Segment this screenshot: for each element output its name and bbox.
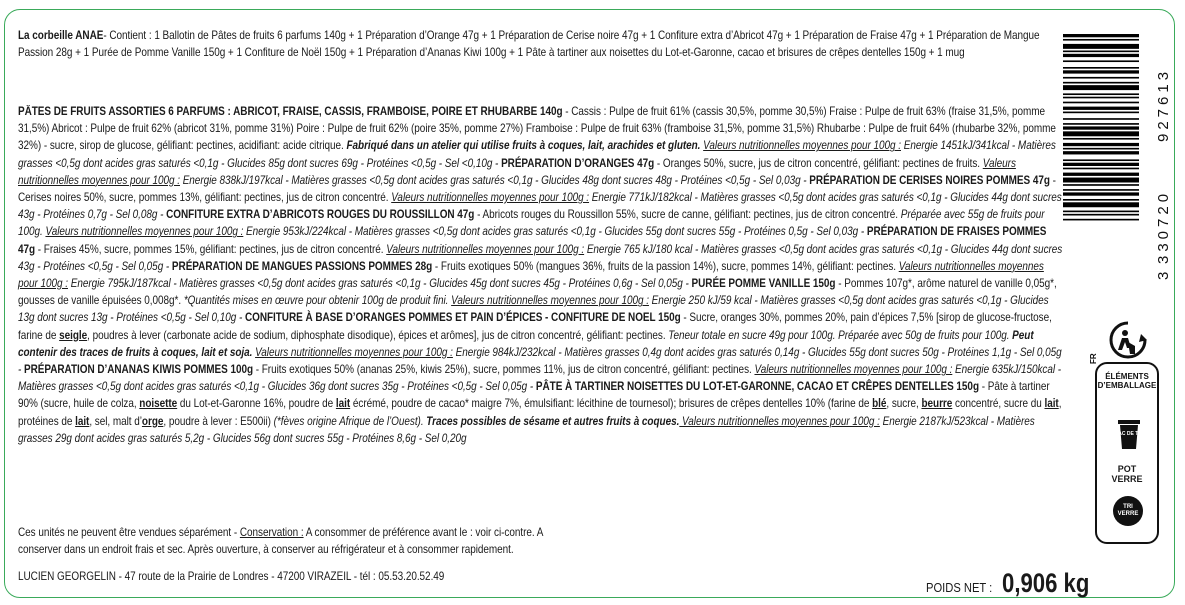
allergen-word: blé	[872, 397, 887, 411]
nutrition-label: Valeurs nutritionnelles moyennes pour 100g :	[386, 242, 585, 256]
nutrition-values: Energie 795kJ/187kcal - Matières grasses <0,5g dont acides gras saturés <0,1g - Glucides 45g dont sucres 45g - Protéines 0,6g - Sel 0,05g -	[67, 277, 692, 291]
nutrition-values: Energie 1451kJ/341kcal - Matières grasses <0,5g dont acides gras saturés <0,1g - Glucides 85g dont sucres 69g - Protéines <0,5g - Sel <0,10g -	[18, 139, 1056, 170]
address-line	[18, 568, 1064, 585]
section-title: PÂTE À TARTINER NOISETTES DU LOT-ET-GARONNE, CACAO ET CRÊPES DENTELLES 150g	[535, 380, 979, 394]
section-text: , poudre à lever : E500ii)	[163, 414, 274, 428]
nutrition-label: Valeurs nutritionnelles moyennes pour 100g :	[703, 139, 901, 153]
section-title: PÂTES DE FRUITS ASSORTIES 6 PARFUMS : ABRICOT, FRAISE, CASSIS, FRAMBOISE, POIRE ET RHUBARBE 140g	[18, 105, 563, 118]
section-text: - Pâte à tartiner 90% (sucre, huile de colza,	[18, 380, 1050, 411]
section-title: PRÉPARATION DE FRAISES POMMES 47g	[18, 225, 1047, 256]
nutrition-values: Energie 765 kJ/180 kcal - Matières grasses <0,5g dont acides gras saturés <0,1g - Glucides 44g dont sucres 43g - Protéines <0,5g - Sel 0,05g -	[18, 242, 1063, 273]
net-weight-label: POIDS NET :	[926, 580, 993, 595]
allergen-note: Peut contenir des traces de fruits à coques, lait et soja.	[18, 328, 1034, 359]
pot-line2: VERRE	[1111, 474, 1143, 484]
origin-note: (*fèves origine Afrique de l’Ouest).	[273, 414, 424, 428]
nutrition-values: Energie 250 kJ/59 kcal - Matières grasses <0,5g dont acides gras saturés <0,1g - Glucides 13g dont sucres 13g - Protéines <0,5g - Sel 0,10g -	[18, 294, 1049, 325]
triman-recycle-icon	[1103, 320, 1153, 360]
section-title: CONFITURE À BASE D’ORANGES POMMES ET PAIN D’ÉPICES - CONFITURE DE NOEL 150g	[244, 311, 681, 325]
section-text: - Cassis : Pulpe de fruit 61% (cassis 30,5%, pomme 30,5%) Fraise : Pulpe de fruit 63% (fraise 31,5%, pomme 31,5%) Abricot : Pulpe de fruit 62% (abricot 31%, pomme 31%) Poire : Pulpe de fruit 62% (poire 35%, pomme 27%) Framboise : Pulpe de fruit 63% (framboise 31,5%, pomme 31,5%) Rhubarbe : Pulpe de fruit 64% (rhubarbe 32%, pomme 32%) - sucre, sirop de glucose, gélifiant: pectines, acidifiant: acide citrique.	[18, 105, 1056, 153]
nutrition-label: Valeurs nutritionnelles moyennes pour 100g :	[255, 345, 453, 359]
allergen-note: Fabriqué dans un atelier qui utilise fruits à coques, lait, arachides et gluten.	[346, 139, 701, 153]
barcode-group2: 927613	[1155, 67, 1172, 142]
contents-paragraph	[18, 27, 1064, 61]
contents-list: - Contient : 1 Ballotin de Pâtes de fruits 6 parfums 140g + 1 Préparation d’Orange 47g + 1 Préparation de Cerise noire 47g + 1 Confiture extra d’Abricot 47g + 1 Préparation de Fraise 47g + 1 Préparation de Mangue Passion 28g + 1 Purée de Pomme Vanille 150g + 1 Confiture de Noël 150g + 1 Préparation d’Ananas Kiwi 100g + 1 Pâte à tartiner aux noisettes du Lot-et-Garonne, cacao et brisures de crêpes dentelles 150g + 1 mug	[18, 29, 1040, 60]
barcode-image	[1063, 30, 1159, 282]
nutrition-values: Energie 838kJ/197kcal - Matières grasses <0,5g dont acides gras saturés <0,1g - Glucides 48g dont sucres 48g - Protéines <0,5g - Sel 0,03g -	[179, 173, 810, 187]
conservation-text: A consommer de préférence avant le : voir ci-contre. A conserver dans un endroit frais et sec. Après ouverture, à conserver au réfrigérateur et à consommer rapidement.	[18, 526, 543, 557]
nutrition-values: Energie 953kJ/224kcal - Matières grasses <0,5g dont acides gras saturés <0,1g - Glucides 55g dont sucres 55g - Protéines 0,5g - Sel 0,03g -	[243, 225, 867, 239]
panel-header	[1097, 364, 1157, 414]
verre-line2: VERRE	[1117, 511, 1139, 517]
sorting-bin-icon	[1114, 418, 1144, 450]
storage-paragraph	[18, 524, 586, 558]
section-text: écrémé, poudre de cacao* maigre 7%, émulsifiant: lécithine de tournesol); brisures de crêpes dentelles 10% (farine de	[350, 397, 873, 411]
section-title: PRÉPARATION D’ORANGES 47g	[501, 156, 655, 170]
allergen-note: Traces possibles de sésame et autres fruits à coques.	[423, 414, 680, 428]
nutrition-label: Valeurs nutritionnelles moyennes pour 100g :	[391, 191, 590, 205]
nutrition-label: Valeurs nutritionnelles moyennes pour 100g :	[451, 294, 649, 308]
section-text: - Fraises 45%, sucre, pommes 15%, gélifiant: pectines, jus de citron concentré.	[35, 242, 387, 256]
section-title: PRÉPARATION DE CERISES NOIRES POMMES 47g	[809, 173, 1050, 187]
section-title: PRÉPARATION DE MANGUES PASSIONS POMMES 28g	[171, 259, 433, 273]
allergen-word: lait	[1044, 397, 1059, 411]
section-text: - Pommes 107g*, arôme naturel de vanille 0,05g*, gousses de vanille épuisées 0,008g*.	[18, 277, 1057, 308]
section-text: , sel, malt d’	[89, 414, 142, 428]
barcode-first-digit: 3	[1155, 271, 1172, 280]
nutrition-values: Energie 2187kJ/523kcal - Matières grasses 29g dont acides gras saturés 5,2g - Glucides 56g dont sucres 55g - Protéines 8,6g - Sel 0,20g	[18, 414, 1035, 445]
product-label	[4, 9, 1175, 598]
net-weight	[926, 568, 1108, 599]
verre-line1: TRI	[1123, 504, 1133, 510]
net-weight-value: 0,906 kg	[1001, 568, 1089, 598]
nutrition-values: Energie 984kJ/232kcal - Matières grasses 0,4g dont acides gras saturés 0,14g - Glucides 55g dont sucres 50g - Protéines 1,1g - Sel 0,05g -	[18, 345, 1062, 377]
nutrition-label: Valeurs nutritionnelles moyennes pour 100g :	[679, 414, 880, 428]
section-text: - Fruits exotiques 50% (ananas 25%, kiwis 25%), sucre, pommes 11%, jus de citron concentré, gélifiant: pectines.	[253, 363, 755, 377]
producer-address: LUCIEN GEORGELIN - 47 route de la Prairie de Londres - 47200 VIRAZEIL - tél : 05.53.20.52.49	[18, 570, 445, 583]
section-text: du Lot-et-Garonne 16%, poudre de	[177, 397, 336, 411]
section-text: concentré, sucre du	[952, 397, 1045, 411]
pot-line1: POT	[1117, 464, 1137, 474]
section-text: , protéines de	[18, 397, 1062, 428]
section-text: - Sucre, oranges 30%, pommes 20%, pain d’épices 7,5% [sirop de glucose-fructose, farine de	[18, 311, 1052, 342]
panel-line1: ÉLÉMENTS	[1105, 372, 1149, 381]
quantity-note: *Quantités mises en œuvre pour obtenir 100g de produit fini.	[183, 294, 449, 308]
nutrition-values: Energie 635kJ/150kcal - Matières grasses <0,5g dont acides gras saturés <0,1g - Glucides 36g dont sucres 35g - Protéines <0,5g - Sel 0,05g -	[18, 363, 1062, 394]
section-text: , poudres à lever (carbonate acide de sodium, diphosphate disodique), épices et arômes], jus de citron concentré, gélifiant: pectines.	[87, 328, 669, 342]
section-title: CONFITURE EXTRA D’ABRICOTS ROUGES DU ROUSSILLON 47g	[166, 208, 475, 222]
barcode-group1: 330720	[1155, 189, 1172, 264]
sugar-note: Teneur totale en sucre 49g pour 100g. Préparée avec 50g de fruits pour 100g.	[668, 328, 1010, 342]
section-text: - Fruits exotiques 50% (mangues 36%, fruits de la passion 14%), sucre, pommes 14%, gélifiant: pectines.	[432, 259, 899, 273]
ingredients-paragraph	[18, 103, 1064, 447]
section-title: PURÉE POMME VANILLE 150g	[691, 277, 836, 291]
packaging-info-panel	[1095, 362, 1159, 544]
allergen-word: lait	[75, 414, 90, 428]
product-name: La corbeille ANAE	[18, 29, 104, 42]
bin-label: BAC DE TRI	[1114, 431, 1144, 437]
section-text: - Oranges 50%, sucre, jus de citron concentré, gélifiant: pectines de fruits.	[654, 156, 983, 170]
section-text: , sucre,	[886, 397, 922, 411]
allergen-word: lait	[335, 397, 351, 411]
barcode-digits	[1155, 32, 1185, 282]
pot-label	[1097, 464, 1157, 484]
panel-line2: D’EMBALLAGE	[1097, 381, 1157, 390]
nutrition-label: Valeurs nutritionnelles moyennes pour 100g :	[18, 156, 1016, 187]
allergen-word: orge	[141, 414, 164, 428]
conservation-label: Conservation :	[239, 526, 304, 539]
allergen-word: noisette	[139, 397, 178, 411]
units-text: Ces unités ne peuvent être vendues séparément -	[18, 526, 240, 539]
glass-bin-icon	[1113, 496, 1143, 526]
country-tag: FR	[1089, 353, 1098, 364]
nutrition-label: Valeurs nutritionnelles moyennes pour 100g :	[45, 225, 244, 239]
section-text: - Cerises noires 50%, sucre, pommes 13%, gélifiant: pectines, jus de citron concentré.	[18, 173, 1056, 205]
nutrition-values: Energie 771kJ/182kcal - Matières grasses <0,5g dont acides gras saturés <0,1g - Glucides 44g dont sucres 43g - Protéines 0,7g - Sel 0,08g -	[18, 191, 1062, 222]
section-title: PRÉPARATION D’ANANAS KIWIS POMMES 100g	[24, 363, 254, 377]
allergen-word: beurre	[921, 397, 953, 411]
section-text: - Abricots rouges du Roussillon 55%, sucre de canne, gélifiant: pectines, jus de citron concentré.	[474, 208, 901, 222]
nutrition-label: Valeurs nutritionnelles moyennes pour 100g :	[18, 259, 1044, 291]
allergen-word: seigle	[59, 328, 88, 342]
prep-note: Préparée avec 55g de fruits pour 100g.	[18, 208, 1045, 239]
nutrition-label: Valeurs nutritionnelles moyennes pour 100g :	[754, 363, 953, 377]
